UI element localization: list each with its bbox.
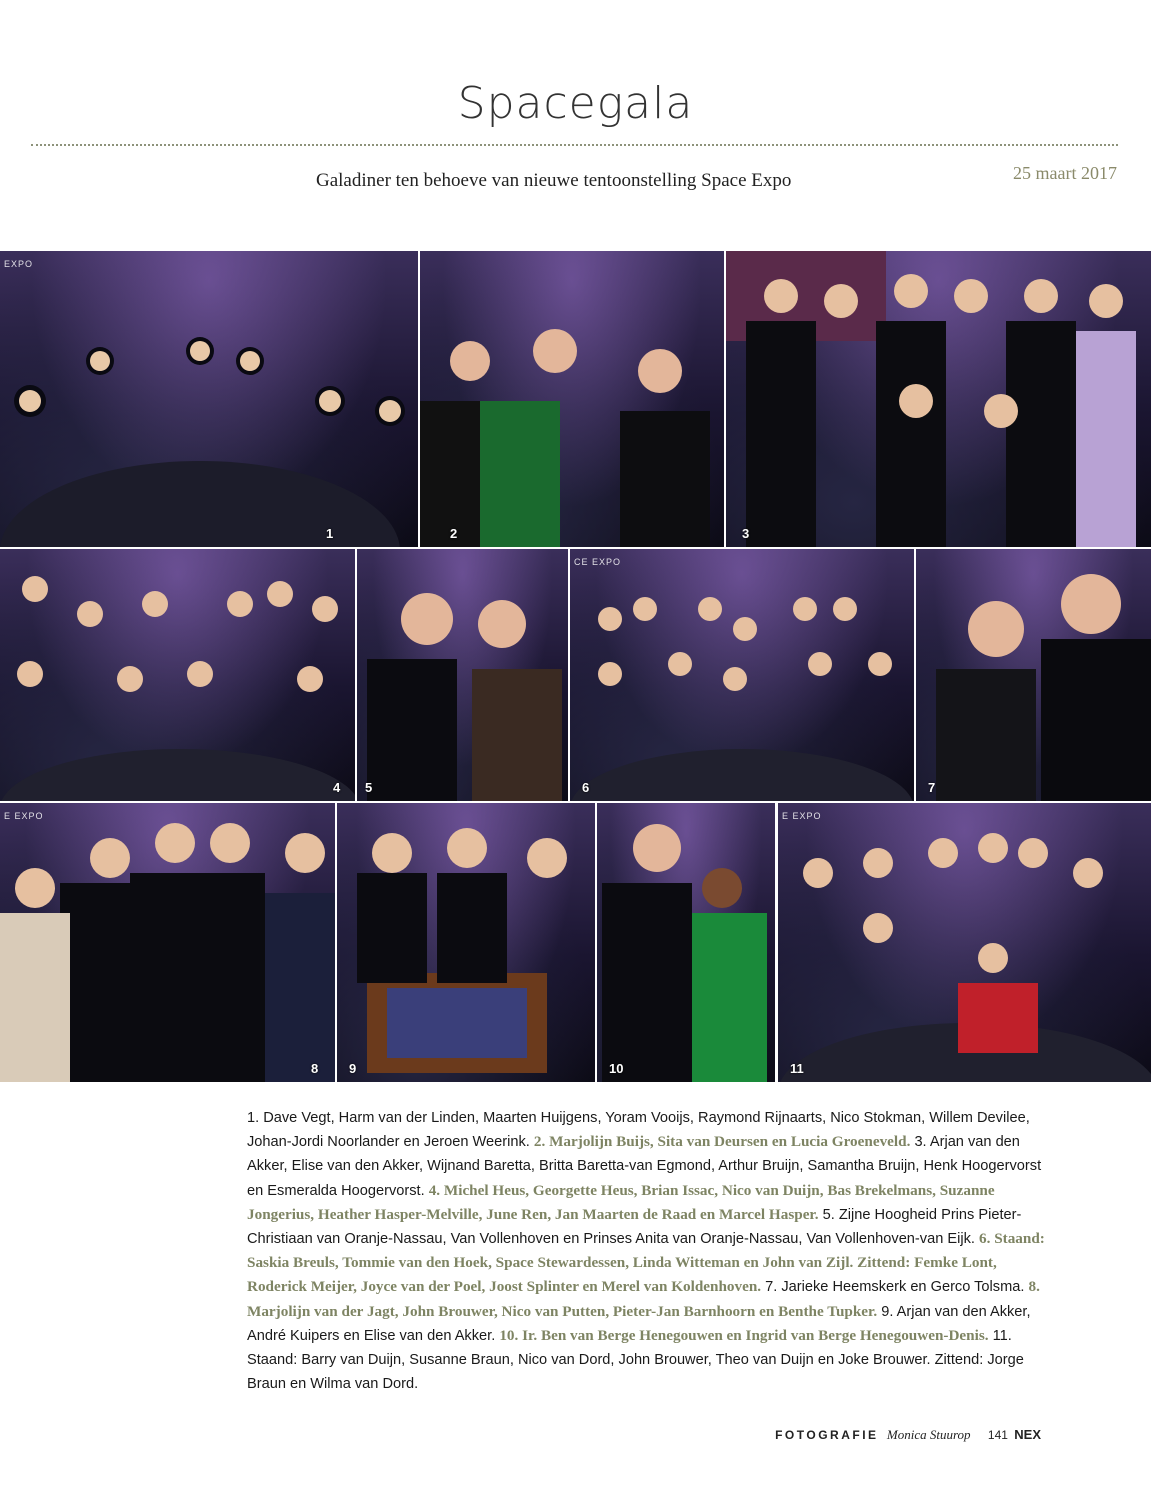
page-number: 141 [987,1428,1008,1442]
photo-number: 10 [609,1061,624,1076]
photo-silhouettes [570,549,914,801]
title-divider [31,144,1118,146]
caption-entry: 3. Arjan van den Akker, Elise van den Akker, Wijnand Baretta, Britta Baretta-van Egmond, Arthur Bruijn, Samantha Bruijn, Henk Hoogervorst en Esmeralda Hoogervorst. [247,1134,1042,1199]
photo-number: 8 [311,1061,319,1076]
caption-entry: 10. Ir. Ben van Berge Henegouwen en Ingrid van Berge Henegouwen-Denis. [499,1326,989,1344]
event-photo [597,803,775,1082]
photo-number: 11 [790,1061,804,1076]
magazine-brand: NEX [1014,1427,1041,1442]
photo-captions [247,1106,1047,1396]
caption-entry: 1. Dave Vegt, Harm van der Linden, Maarten Huijgens, Yoram Vooijs, Raymond Rijnaarts, Nico Stokman, Willem Devilee, Johan-Jordi Noorlander en Jeroen Weerink. [247,1110,1030,1151]
photo-silhouettes [916,549,1151,801]
page-title: Spacegala [457,78,694,129]
photographer-name: Monica Stuurop [886,1427,971,1442]
caption-entry: 11. Staand: Barry van Duijn, Susanne Braun, Nico van Dord, John Brouwer, Theo van Duijn en Joke Brouwer. Zittend: Jorge Braun en Wilma van Dord. [247,1327,1024,1393]
caption-entry: 6. Staand: Saskia Breuls, Tommie van den Hoek, Space Stewardessen, Linda Witteman en John van Zijl. Zittend: Femke Lont, Roderick Meijer, Joyce van der Poel, Joost Splinter en Merel van Koldenhoven. [247,1230,1045,1296]
caption-entry: 5. Zijne Hoogheid Prins Pieter-Christiaan van Oranje-Nassau, Van Vollenhoven en Prinses Anita van Oranje-Nassau, Van Vollenhoven-van Eijk. [247,1206,1022,1248]
page-subtitle: Galadiner ten behoeve van nieuwe tentoonstelling Space Expo [316,170,792,191]
photo-number: 5 [365,780,373,795]
photo-number: 2 [450,526,458,541]
photo-silhouettes [0,549,355,801]
event-photo [0,251,418,547]
photo-silhouettes [337,803,595,1082]
event-photo [570,549,914,801]
photo-silhouettes [0,803,335,1082]
photo-number: 1 [326,526,334,541]
photo-silhouettes [778,803,1151,1082]
event-photo [420,251,724,547]
expo-logo: E EXPO [782,811,822,821]
photo-silhouettes [357,549,568,801]
event-photo [778,803,1151,1082]
photo-silhouettes [0,251,418,547]
photo-silhouettes [597,803,775,1082]
page-footer [775,1427,1041,1443]
event-photo [726,251,1151,547]
caption-entry: 9. Arjan van den Akker, André Kuipers en Elise van den Akker. [247,1303,1031,1344]
photo-number: 7 [928,780,936,795]
expo-logo: EXPO [4,259,34,269]
caption-entry: 7. Jarieke Heemskerk en Gerco Tolsma. [765,1279,1025,1296]
photo-silhouettes [420,251,724,547]
photo-number: 4 [333,780,341,795]
expo-logo: CE EXPO [574,557,622,567]
event-photo [337,803,595,1082]
caption-entry: 4. Michel Heus, Georgette Heus, Brian Issac, Nico van Duijn, Bas Brekelmans, Suzanne Jongerius, Heather Hasper-Melville, June Ren, Jan Maarten de Raad en Marcel Hasper. [247,1181,995,1223]
event-photo [0,549,355,801]
event-photo [0,803,335,1082]
caption-entry: 2. Marjolijn Buijs, Sita van Deursen en Lucia Groeneveld. [533,1133,911,1151]
photo-number: 9 [349,1061,357,1076]
photo-number: 3 [742,526,750,541]
event-photo [916,549,1151,801]
photography-label: FOTOGRAFIE [775,1428,879,1442]
photo-number: 6 [582,780,590,795]
caption-entry: 8. Marjolijn van der Jagt, John Brouwer, Nico van Putten, Pieter-Jan Barnhoorn en Benthe Tupker. [247,1278,1040,1320]
event-date: 25 maart 2017 [1013,163,1117,183]
event-photo [357,549,568,801]
expo-logo: E EXPO [4,811,44,821]
photo-silhouettes [726,251,1151,547]
